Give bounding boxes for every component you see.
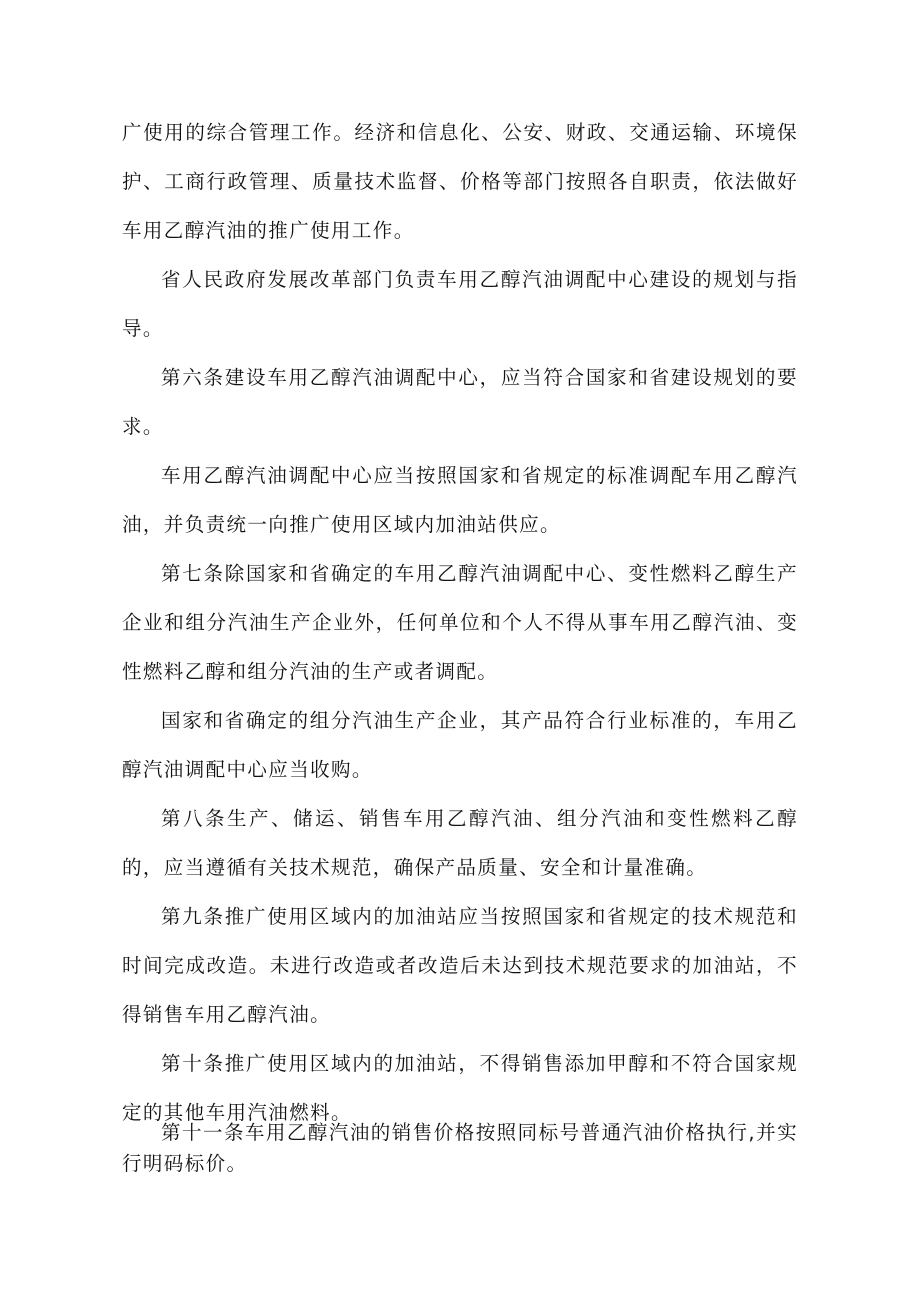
paragraph-article-6: 第六条建设车用乙醇汽油调配中心，应当符合国家和省建设规划的要求。	[122, 366, 798, 438]
paragraph-article-7: 第七条除国家和省确定的车用乙醇汽油调配中心、变性燃料乙醇生产企业和组分汽油生产企业外，任何单位和个人不得从事车用乙醇汽油、变性燃料乙醇和组分汽油的生产或者调配。	[122, 562, 798, 683]
paragraph-article-8: 第八条生产、储运、销售车用乙醇汽油、组分汽油和变性燃料乙醇的，应当遵循有关技术规范，确保产品质量、安全和计量准确。	[122, 807, 798, 879]
paragraph: 车用乙醇汽油调配中心应当按照国家和省规定的标准调配车用乙醇汽油，并负责统一向推广使用区域内加油站供应。	[122, 464, 798, 536]
paragraph-article-10: 第十条推广使用区域内的加油站，不得销售添加甲醇和不符合国家规定的其他车用汽油燃料。	[122, 1052, 798, 1124]
paragraph: 国家和省确定的组分汽油生产企业，其产品符合行业标准的，车用乙醇汽油调配中心应当收购。	[122, 709, 798, 781]
paragraph-continued: 广使用的综合管理工作。经济和信息化、公安、财政、交通运输、环境保护、工商行政管理、质量技术监督、价格等部门按照各自职责，依法做好车用乙醇汽油的推广使用工作。	[122, 121, 798, 242]
paragraph: 省人民政府发展改革部门负责车用乙醇汽油调配中心建设的规划与指导。	[122, 268, 798, 340]
paragraph-article-11: 第十一条车用乙醇汽油的销售价格按照同标号普通汽油价格执行,并实行明码标价。	[122, 1121, 798, 1175]
paragraph-article-9: 第九条推广使用区域内的加油站应当按照国家和省规定的技术规范和时间完成改造。未进行改造或者改造后未达到技术规范要求的加油站，不得销售车用乙醇汽油。	[122, 905, 798, 1026]
